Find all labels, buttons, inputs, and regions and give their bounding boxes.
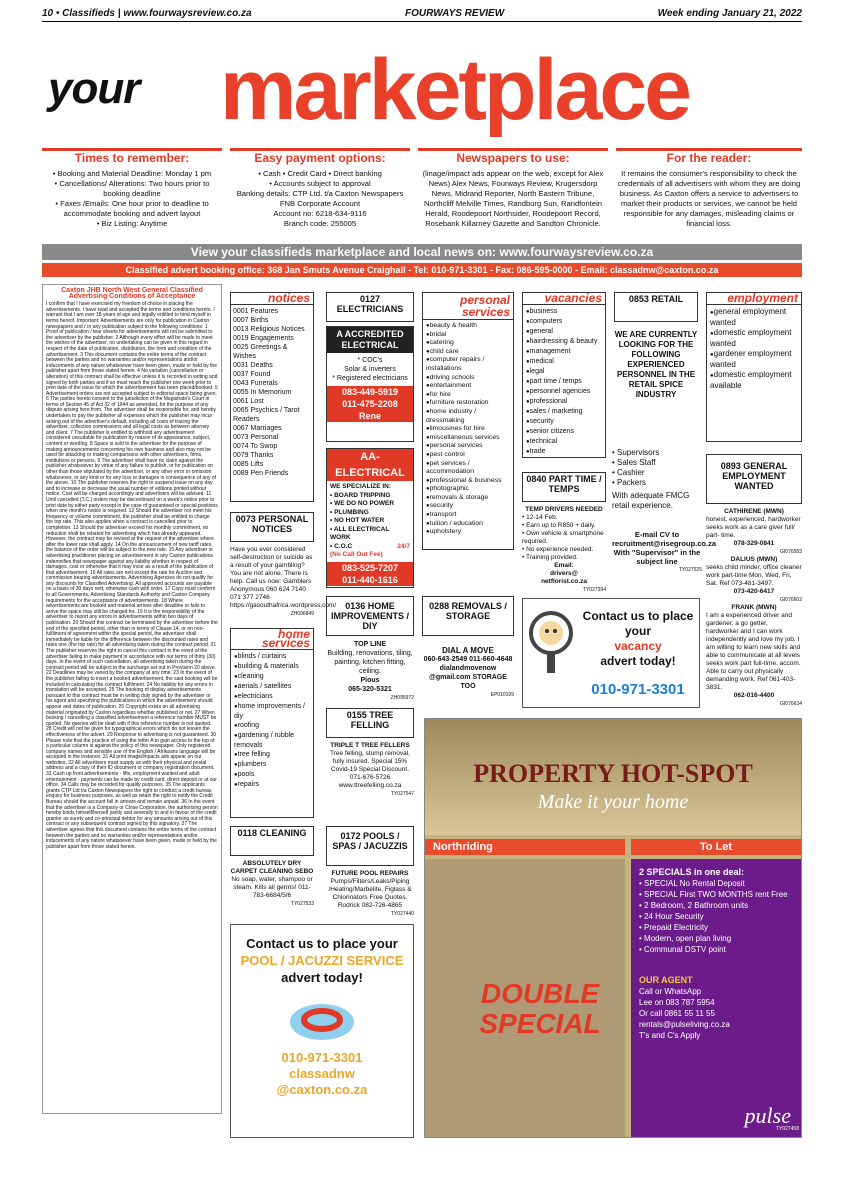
list-item: • Packers (612, 478, 646, 487)
phone-number[interactable]: Or call 0861 55 11 55 (639, 1009, 715, 1018)
ad-ref: TY027394 (582, 587, 606, 593)
section-header: 0840 PART TIME / TEMPS (526, 474, 602, 494)
specials-title: 2 SPECIALS in one deal: (639, 867, 745, 877)
list-item[interactable]: ● electricians (234, 692, 310, 702)
ad-text: Tree felling, stump removal, fully insured. Special 15% Covid-19 Special Discount. 071-676-5726 www.ttreefelling.co.za (330, 750, 410, 789)
top-line-ad (326, 640, 414, 704)
list-item[interactable]: ● security (526, 417, 602, 427)
home-services-box (230, 628, 314, 818)
ad-line: * Registered electricians (332, 375, 408, 382)
ad-text: seeks child minder, office cleaner work part-time Mon, Wed, Fri, Sat. Ref 073-481-3497. (706, 564, 802, 587)
ad-ref: ZH095972 (390, 695, 414, 701)
special-item: • 24 Hour Security (639, 912, 704, 921)
personal-services-box (422, 292, 514, 550)
agent-title: OUR AGENT (639, 975, 693, 985)
ad-ref: TY027547 (390, 791, 414, 797)
list-item[interactable]: ● entertainment (426, 382, 510, 391)
section-header: 0118 CLEANING (237, 828, 307, 838)
payment-line: Branch code: 255005 (283, 219, 357, 228)
list-item[interactable]: 0019 Engagements (233, 335, 294, 342)
phone-number[interactable]: 078-329-0841 (733, 540, 775, 547)
papers-text: (linage/impact ads appear on the web, except for Alex News) Alex News, Fourways Review, Krugersdorp News, Midrand Reporter, North Eastern Tribune, Northcliff Melville Times, Randburg Sun, Randfontein Herald, Roodepoort Northsider, Roodepoort Record, Rosebank Killarney Gazette and Sandton Chronicle. (422, 169, 604, 228)
personal-notices-ad (230, 546, 337, 622)
payment-title: Easy payment options: (230, 148, 410, 163)
list-item[interactable]: ● miscellaneous services (426, 434, 510, 443)
list-item[interactable]: ● medical (526, 357, 602, 367)
list-item[interactable]: ● gardener employment wanted (710, 349, 798, 370)
list-item[interactable]: ● driving schools (426, 374, 510, 383)
list-item[interactable]: 0007 Births (233, 317, 269, 324)
personal-services-title: personal services (423, 293, 513, 320)
section-header: 0155 TREE FELLING (346, 710, 394, 730)
section-header: 0853 RETAIL (628, 294, 684, 304)
list-item[interactable]: ● photographic (426, 485, 510, 494)
list-item[interactable]: ● legal (526, 367, 602, 377)
property-photo (425, 859, 625, 1137)
section-header: 0288 REMOVALS / STORAGE (429, 601, 507, 621)
property-banner (425, 719, 801, 835)
special-item: • SPECIAL First TWO MONTHS rent Free (639, 890, 788, 899)
list-item[interactable]: ● personnel agencies (526, 387, 602, 397)
list-item[interactable]: ● limousines for hire (426, 425, 510, 434)
papers-title: Newspapers to use: (418, 148, 608, 163)
contact-text: Contact us to place your (246, 936, 398, 951)
agent-line: Call or WhatsApp (639, 987, 702, 996)
personal-services-list (423, 320, 513, 539)
tree-felling-header (326, 708, 414, 738)
list-item[interactable]: 0065 Psychics / Tarot Readers (233, 407, 300, 423)
brand-logo: pulse (744, 1103, 791, 1128)
list-item[interactable]: ● domestic employment available (710, 370, 798, 391)
employment-title: employment (707, 293, 801, 305)
masthead-your: your (48, 64, 140, 113)
ad-name: DALIUS (MWN) (730, 556, 778, 563)
property-subtitle: Make it your home (537, 791, 689, 813)
ad-text: Building, renovations, tiling, painting, kitchen fitting, ceiling. (327, 650, 413, 675)
phone-number[interactable]: 011-440-1616 (342, 574, 398, 585)
list-item[interactable]: ● professional (526, 397, 602, 407)
times-line: • Cancellations/ Alterations: Two hours prior to booking deadline (54, 179, 210, 198)
section-header: 0127 ELECTRICIANS (336, 294, 404, 314)
conditions-text: I confirm that I have exercised my freedom of choice in placing the advertisements. I have read and accepted the terms and conditions hereto. I warrant that I am over 18 years of age and legally entitled to bind myself in terms hereof. Important: Advertisements are only for publication in Caxton newspapers and / or any publication subject to the following conditions: 1 Proof of publication / tear sheets for advertisements will not be submitted to the advertiser by the publisher. 2 Although every effort will be made to meet the wishes of the advertiser, no undertaking can be given in this regard in respect of the date of publication, distribution, the form and condition of the advertisement. 3 This document contains the entire terms of the contract between the parties and no warranties and/or representations and/or inducements of any nature whatsoever have been given, made or held by the publisher apart from those stated herein. 4 No variation (cancellation or alteration) of this contract shall be effective unless it is recorded in writing and signed by both parties and if so must reach the publisher one week prior to print date of the issue for which the advertisement has been placed/booked. 5 Advertisement orders are not accepted subject to editorial space being given. 6 The parties hereto consent to the jurisdiction of the Magistrate's Court in terms of Section 45 of Act 32 of 1944 as amended, for the purpose of any dispute arising here from. The advertiser shall be responsible for, and hereby undertakes to pay the publisher all expenses which the publisher may incur arising out of the advertiser's default, including all costs of tracing the advertiser, collection commissions and all legal costs as between attorney and client. 7 The publisher is entitled to withhold any advertisement considered unsuitable for publication by reason of its appearance, subject, content or wording. 8 Space is sold to the advertiser for the purpose of making announcements concerning his own business and also may not be used for attacking or making comparisons with other advertisers, firms, institutions or persons. 9 The advertiser shall have no claim against the publisher whatsoever by virtue of any failure to publish, or for publication on other than those stipulated by the advertiser, or any other error or omission whatsoever, or any kind or for any loss or damages in consequence of any of the above. 10 The publisher reserves the right to suspend issue on any day and to increase or decrease the usual number of editions printed without notice. Cost will be charged accordingly and advertisers will be advised. 11 Until cancelled (T.C.) orders may be discontinued on a week's notice prior to print date by either party except in the case of guaranteed or special positions when one month's notice is required. 12 Should the advertiser not meet his frequency or volume commitment, the publisher shall be entitled to charge the top rate. This also applies when a contract is cancelled prior to completion. 13 Should the advertiser exceed his monthly commitment, no reduction shall be rebated for advertising which has already appeared. However, the contract may be revised at the request of the advertiser where after the lower rate shall apply. 14 On the announcement of new tariff rates, the balance of the order will be subject to the new rate. 15 Any advertiser or advertising practitioner placing an advertisement in any Caxton publications indemnifies that newspaper against any liability whether in respect of damages, cost or otherwise that it may incur as a result of the publication of that advertisement. 16 All rates are nett except the rate for Auction and commission bearing advertisements. Advertising Agencies do not qualify for any discounts for Classified Advertising. All approved accounts are payable on a basis of 30 days nett, otherwise cash with order. 17 Copy must conform to all Governments, Advertising Standards Authority and Caxton Company requirements for the acceptance of advertisements. 18 Where advertisements are booked and material arrives after deadline or fails to arrive the space may still be charged for. 19 It is the responsibility of the advertiser to report any errors in advertisements within two days of publication. 20 Should this contract be terminated by the advertiser before the end of the specified period, other than in terms of Clause 14, or on non-fulfilment of agreement within the special period, the advertiser shall immediately be liable for the difference between the discounted rates and rates one (the top rate) for all advertising taken during the contract period. 21 The publisher reserves the right to cancel this contract in the event of the advertiser failing to make payment in accordance with our terms of thirty (30) days. In the event of such cancellation, all advertising taken during the contract period will be subject to the surcharge set out in Provision 20 above. 22 Deadlines may be varied by the company at any time. 23 In the event of the publisher failing to insert a booked advertisement, the said booking will be included in calculating the contract fulfilment. 24 No liability for any errors in translation will be accepted. 25 The booking of display advertisements pursuant to this contract must be in writing duly signed by the advertiser or his agent and specifying the publications in which the advertisement should appear and dates of publication. 26 Copyright exists on all advertising material originated by Caxton regardless whether published or not. 27 When booking / cancelling a classified advertisement a reference number MUST be quoted. No queries will be dealt with if this reference number is not quoted. 28 Credit will not be given for typographical errors which do not lessen the effectiveness of the advert. 29 Response to advertising is not guaranteed. 30 Please note that the practice of using the letter A to gain access to the top of a particular column is against the policy of this newspaper. Only registered company names and sensible use of the English / Afrikaans language will be accepted in the instance. 31 All print image/impacts ads appear on our websites. 32 All advertisers must supply us with their physical and postal address and a copy of their ID document or company registration document. 33 Cash up front advertisements - lifts, employment wanted and adult entertainment - payments can be made by credit card, direct deposit or at our office. 34 Calls may be recorded for quality purposes. 35 The applicants grants CTP Ltd t/a Caxton Newspapers the right to conduct a credit bureau enquiry for business purposes, as well as retain the right to notify the Credit Bureau should the account fall in arrears and remain unpaid. 36 In the event that the advertiser is a Company or Close Corporation, the authorising person hereby binds himself/herself jointly and severally to and in favour of the credit grantor as surety and co-principal debtor for any amounts arising out of this contract or any subsequent contract signed by this signatory. 37 The advertiser agrees that this document contains the entire terms of the contract between the parties and no warranties and/or representations and/or inducements of any nature whatsoever have been given, made or held by the publisher apart from those stated herein. (46, 301, 218, 850)
section-header: 0073 PERSONAL NOTICES (235, 514, 309, 534)
header-center: FOURWAYS REVIEW (405, 8, 505, 19)
times-line: • Biz Listing: Anytime (96, 219, 168, 228)
removals-header (422, 596, 514, 636)
list-item[interactable]: 0089 Pen Friends (233, 470, 289, 477)
phone-number[interactable]: 073-420-6417 (733, 588, 775, 595)
list-item[interactable]: ● beauty & health (426, 322, 510, 331)
ad-name: AA-ELECTRICAL (327, 449, 413, 481)
ad-ref: EP010199 (490, 692, 514, 698)
ad-line: • WE DO NO POWER (330, 500, 395, 507)
list-item[interactable]: ● gardening / rubble removals (234, 731, 310, 750)
ad-line: • 12-14 Feb. (522, 514, 558, 521)
accredited-electrical-ad (326, 326, 414, 442)
contact-name: Rene (358, 411, 381, 421)
list-item[interactable]: ● computers (526, 317, 602, 327)
list-item[interactable]: ● upholstery (426, 528, 510, 537)
list-item[interactable]: ● cleaning (234, 672, 310, 682)
list-item[interactable]: 0001 Features (233, 308, 279, 315)
list-item[interactable]: ● trade (526, 447, 602, 457)
vacancies-list (523, 305, 605, 459)
list-item[interactable]: ● management (526, 347, 602, 357)
ad-text: Pumps/Filters/Leaks/Piping /Heating/Marbelite, Figlass & Chlorinators Free Quotes. Rodrick 082-726-4865 (328, 878, 412, 909)
phone-number[interactable]: 010-971-3301 (281, 1050, 363, 1065)
masthead-marketplace: marketplace (220, 42, 689, 138)
payment-line: • Cash • Credit Card • Direct banking (258, 169, 382, 178)
list-item[interactable]: ● technical (526, 437, 602, 447)
list-item[interactable]: ● catering (426, 339, 510, 348)
retail-header (614, 292, 698, 322)
list-item[interactable]: ● repairs (234, 780, 310, 790)
ad-line: • C.O.C (330, 542, 353, 550)
ad-text: Have you ever considered self-destruction or suicide as a result of your gambling? You are not alone. There is help. Call us now: Gamblers Anonymous 060 624 7140 071 377 2746 https://gasouthafrica.wordpress.com/ (230, 546, 337, 609)
special-item: • 2 Bedroom, 2 Bathroom units (639, 901, 749, 910)
conditions-of-acceptance (42, 284, 222, 1114)
hours-badge: 24/7 (397, 542, 410, 550)
list-item[interactable]: ● home improvements / diy (234, 702, 310, 721)
list-item[interactable]: ● sales / marketing (526, 407, 602, 417)
payment-line: Banking details: CTP Ltd. t/a Caxton Newspapers (236, 189, 404, 198)
phone-number[interactable]: Lee on 083 787 5954 (639, 998, 715, 1007)
times-line: • Faxes /Emails: One hour prior to deadline to accommodate booking and advert layout (55, 199, 209, 218)
list-item[interactable]: ● roofing (234, 721, 310, 731)
ad-text: I am a experienced driver and gardener, a go getter, hardworker and I can work independently and love my job. I am willing to learn new skills and able to communicate at all levels seeks work part full-time, accom. Able to carry out physically demanding work. Ref 061-403- 3831. (706, 612, 801, 691)
phone-number[interactable]: 065-320-5321 (348, 686, 392, 693)
list-item[interactable]: ● removals & storage (426, 494, 510, 503)
reader-text: It remains the consumer's responsibility to check the credentials of all advertisers with whom they are doing business. As Caxton offers a service to advertisers to market their products or services, we cannot be held responsible for any damages, misleading claims or financial loss. (617, 169, 801, 228)
vacancies-box (522, 292, 606, 458)
contact-name: Pious (360, 677, 380, 684)
part-time-header (522, 472, 606, 502)
retail-items (612, 448, 702, 518)
dial-a-move-ad (422, 646, 514, 710)
phone-number[interactable]: 083-525-7207 (341, 562, 399, 573)
contact-text: Contact us to place your (582, 609, 694, 638)
masthead (42, 40, 802, 140)
home-improvements-header (326, 596, 414, 636)
special-item: • Communal DSTV point (639, 945, 726, 954)
ad-name: TEMP DRIVERS NEEDED (525, 506, 603, 513)
property-hotspot-ad (424, 718, 802, 1138)
magnifier-mascot-icon (527, 609, 575, 675)
ad-ref: GI076602 (780, 597, 802, 603)
ad-line: • Training provided. (522, 554, 578, 561)
contact-highlight: POOL / JACUZZI SERVICE (240, 953, 404, 968)
general-employment-ads (706, 508, 802, 712)
notices-list (231, 305, 313, 480)
list-item[interactable]: ● hairdressing & beauty (526, 337, 602, 347)
ad-ref: TY027440 (390, 911, 414, 917)
property-details (631, 859, 801, 1137)
ad-text: No soap, water, shampoo or steam. Kills all germs! 011-783-6684/5/6 (231, 876, 313, 899)
contact-vacancy-ad (522, 598, 700, 708)
ad-line: • BOARD TRIPPING (330, 491, 391, 499)
phone-number[interactable]: 011-475-2208 (342, 399, 398, 409)
notices-title: notices (231, 293, 313, 305)
retail-ad-text: WE ARE CURRENTLY LOOKING FOR THE FOLLOWING EXPERIENCED PERSONNEL IN THE RETAIL SPICE INDUSTRY (614, 330, 698, 399)
payment-line: FNB Corporate Account (279, 199, 361, 208)
contact-pool-ad (230, 924, 414, 1138)
list-item[interactable]: ● domestic employment wanted (710, 328, 798, 349)
list-item[interactable]: 0025 Greetings & Wishes (233, 344, 288, 360)
header-left: 10 • Classifieds | www.fourwaysreview.co.za (42, 8, 252, 19)
section-header: 0172 POOLS / SPAS / JACUZZIS (332, 831, 408, 851)
agent-line: T's and C's Apply (639, 1031, 701, 1040)
ad-name: ABSOLUTELY DRY CARPET CLEANING SEBO (230, 860, 314, 875)
list-item[interactable]: ● general (526, 327, 602, 337)
list-item[interactable]: ● pet services / accommodation (426, 460, 510, 477)
ad-name: CATHIRENE (MWN) (724, 508, 784, 515)
ad-line: • ALL ELECTRICAL WORK (330, 525, 390, 541)
times-line: • Booking and Material Deadline: Monday 1 pm (52, 169, 212, 178)
list-item[interactable]: 0061 Lost (233, 398, 264, 405)
phone-number[interactable]: 010-971-3301 (591, 681, 685, 698)
phone-number[interactable]: 083-449-5919 (341, 387, 399, 397)
general-employment-header (706, 454, 802, 504)
payment-line: • Accounts subject to approval (269, 179, 371, 188)
list-item[interactable]: ● personal services (426, 442, 510, 451)
list-item[interactable]: ● part time / temps (526, 377, 602, 387)
ad-name: FRANK (MWN) (731, 604, 777, 611)
cleaning-header (230, 826, 314, 856)
list-item[interactable]: ● building & materials (234, 662, 310, 672)
ad-text: With adequate FMCG retail experience. (612, 491, 690, 510)
contact-highlight: vacancy (614, 639, 662, 653)
conditions-title: Caxton JHB North West General Classified Advertising Conditions of Acceptance (61, 287, 203, 300)
list-item[interactable]: 0085 Lifts (233, 461, 264, 468)
employment-list (707, 305, 801, 393)
payment-options (230, 148, 410, 238)
pool-repairs-ad (326, 870, 414, 920)
list-item: • Cashier (612, 468, 645, 477)
aa-electrical-ad (326, 448, 414, 588)
property-title: PROPERTY HOT-SPOT (473, 759, 753, 788)
email-link[interactable]: rentals@pulseliving.co.za (639, 1020, 730, 1029)
newspapers (418, 148, 608, 238)
list-item[interactable]: ● tuition / education (426, 520, 510, 529)
list-item: • Sales Staff (612, 458, 656, 467)
list-item[interactable]: ● transport (426, 511, 510, 520)
electricians-header (326, 292, 414, 322)
home-services-title: home services (231, 629, 313, 650)
contact-text: advert today! (600, 654, 676, 668)
list-item[interactable]: ● tree felling (234, 750, 310, 760)
website-strip[interactable]: View your classifieds marketplace and local news on: www.fourwaysreview.co.za (42, 244, 802, 260)
header-right: Week ending January 21, 2022 (657, 8, 802, 19)
temp-drivers-ad (522, 506, 606, 593)
cleaning-ad (230, 860, 314, 918)
list-item: • Supervisors (612, 448, 660, 457)
list-item[interactable]: ● pest control (426, 451, 510, 460)
list-item[interactable]: ● computer repairs / installations (426, 356, 510, 373)
list-item[interactable]: ● professional & business (426, 477, 510, 486)
ad-line: WE SPECIALIZE IN: (330, 483, 392, 490)
list-item[interactable]: ● child care (426, 348, 510, 357)
list-item[interactable]: ● furniture restoration (426, 399, 510, 408)
page-header (42, 8, 802, 22)
vacancies-title: vacancies (523, 293, 605, 305)
phone-number[interactable]: 062-016-4400 (733, 692, 775, 699)
ad-note: (No Call Out Fee) (330, 551, 383, 558)
ad-text: 060-643-2549 011-660-4648 dialandmovenow @gmail.com STORAGE TOO (423, 656, 513, 690)
list-item[interactable]: 0067 Marriages (233, 425, 282, 432)
list-item[interactable]: 0073 Personal (233, 434, 279, 441)
double-special: DOUBLE SPECIAL (479, 978, 601, 1039)
property-tolet: To Let (631, 839, 801, 855)
ad-line: * COC's (357, 357, 383, 364)
payment-line: Account no: 6218-634-9116 (273, 209, 367, 218)
ad-ref: GI076583 (780, 549, 802, 555)
special-item: • SPECIAL No Rental Deposit (639, 879, 745, 888)
tree-felling-ad (326, 742, 414, 818)
list-item[interactable]: ● general employment wanted (710, 307, 798, 328)
personal-notices-header (230, 512, 314, 542)
list-item[interactable]: ● for hire (426, 391, 510, 400)
list-item[interactable]: 0055 In Memorium (233, 389, 292, 396)
ad-name: DIAL A MOVE (442, 646, 494, 655)
section-header: 0893 GENERAL EMPLOYMENT WANTED (720, 461, 788, 491)
list-item[interactable]: 0074 To Swop (233, 443, 278, 450)
list-item[interactable]: 0043 Funerals (233, 380, 278, 387)
list-item[interactable]: ● security (426, 502, 510, 511)
ad-ref: TY027458 (775, 1126, 799, 1132)
email-link[interactable]: netflorist.co.za (541, 578, 587, 585)
ad-line: • Own vehicle & smartphone required. (522, 530, 604, 545)
email-link[interactable]: @caxton.co.za (276, 1082, 368, 1097)
ad-line: Email: (554, 562, 574, 569)
notices-box (230, 292, 314, 502)
list-item[interactable]: 0037 Found (233, 371, 271, 378)
ad-name: A ACCREDITED ELECTRICAL (327, 327, 413, 353)
section-header: 0136 HOME IMPROVEMENTS / DIY (330, 601, 409, 631)
employment-box (706, 292, 802, 442)
booking-strip: Classified advert booking office: 368 Jan Smuts Avenue Craighall - Tel: 010-971-3301 - Fax: 086-595-0000 - Email: classadnw@caxton.co.za (42, 263, 802, 277)
special-item: • Prepaid Electricity (639, 923, 709, 932)
list-item[interactable]: ● blinds / curtains (234, 652, 310, 662)
times-to-remember (42, 148, 222, 238)
list-item[interactable]: ● pools (234, 770, 310, 780)
ad-ref: TY027533 (290, 901, 314, 907)
ad-ref: ZH096849 (290, 611, 314, 617)
list-item[interactable]: 0079 Thanks (233, 452, 274, 459)
ad-name: TOP LINE (353, 641, 387, 648)
retail-email (612, 530, 717, 586)
ad-line: • PLUMBING (330, 508, 369, 516)
list-item[interactable]: ● home industry / dressmaking (426, 408, 510, 425)
ad-line: • NO HOT WATER (330, 517, 385, 524)
ad-name: FUTURE POOL REPAIRS (331, 870, 409, 877)
list-item[interactable]: 0013 Religious Notices (233, 326, 305, 333)
property-location: Northriding (425, 839, 625, 855)
ad-text: honest, experienced, hardworker seeks work as a care giver full/ part- time. (706, 516, 801, 539)
ad-line: • Earn up to R850 + daily. (522, 522, 596, 529)
home-services-list (231, 650, 313, 792)
for-the-reader (616, 148, 802, 238)
email-link[interactable]: classadnw (289, 1066, 355, 1081)
pool-ring-icon (287, 992, 357, 1044)
ad-line: drivers@ (549, 570, 579, 577)
ad-line: Solar & inverters (344, 366, 396, 373)
list-item[interactable]: ● aerials / satellites (234, 682, 310, 692)
list-item[interactable]: 0031 Deaths (233, 362, 273, 369)
list-item[interactable]: ● business (526, 307, 602, 317)
ad-line: • No experience needed. (522, 546, 594, 553)
email-link[interactable]: E-mail CV to recruitment@risegroup.co.za With "Supervisor" in the subject line (612, 530, 717, 566)
ad-name: TRIPLE T TREE FELLERS (330, 742, 410, 749)
times-title: Times to remember: (42, 148, 222, 163)
list-item[interactable]: ● plumbers (234, 760, 310, 770)
list-item[interactable]: ● bridal (426, 331, 510, 340)
ad-ref: GI076634 (780, 701, 802, 707)
list-item[interactable]: ● senior citizens (526, 427, 602, 437)
reader-title: For the reader: (616, 148, 802, 163)
contact-text: advert today! (281, 970, 363, 985)
ad-ref: TY027525 (678, 567, 702, 573)
special-item: • Modern, open plan living (639, 934, 732, 943)
pools-header (326, 826, 414, 866)
